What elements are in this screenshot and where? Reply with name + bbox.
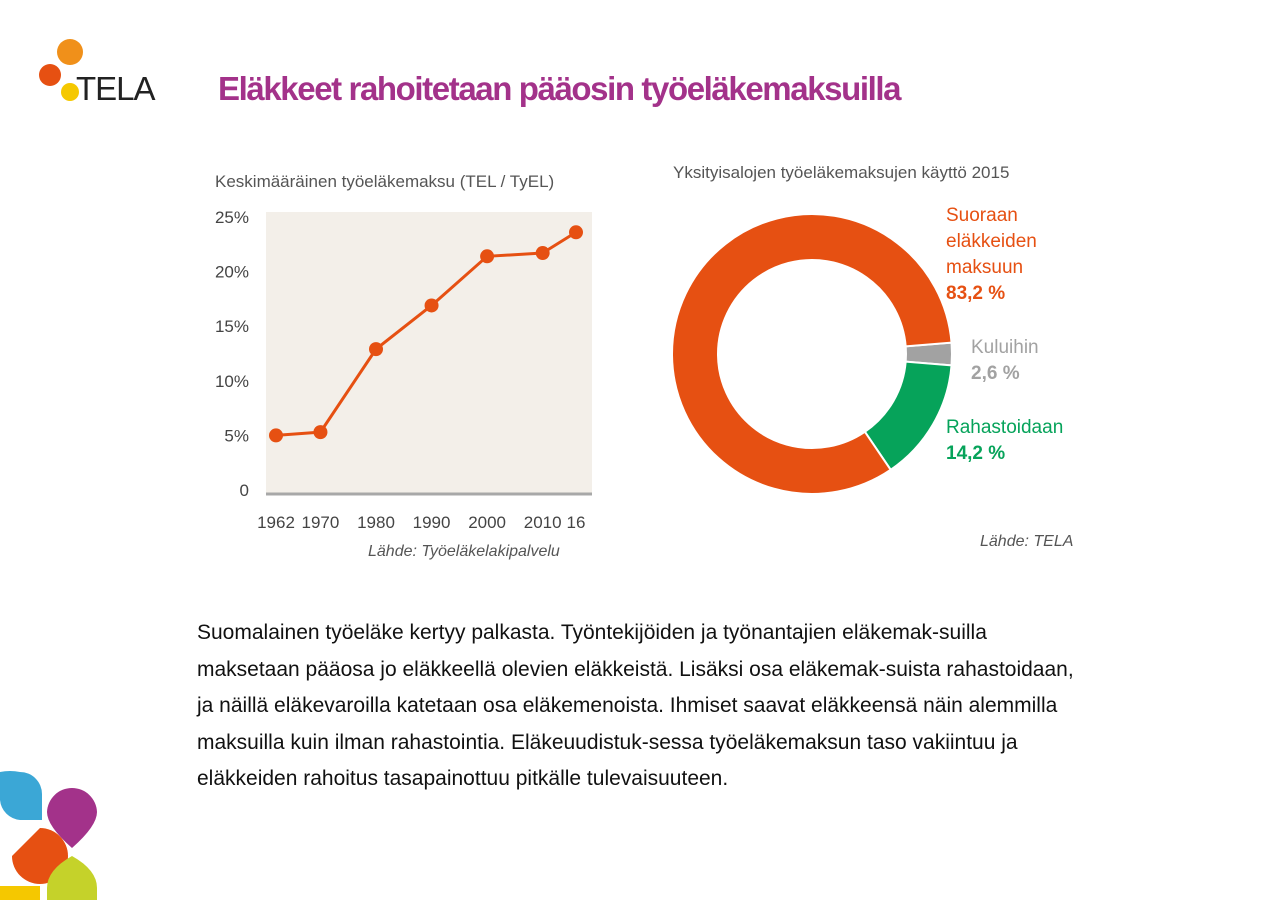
donut-label-value: 2,6 % <box>971 363 1020 384</box>
page-title: Eläkkeet rahoitetaan pääosin työeläkemaksuilla <box>218 70 901 107</box>
x-tick-label: 1980 <box>357 513 395 532</box>
donut-chart-source: Lähde: TELA <box>980 533 1074 550</box>
deco-yellow-petal <box>0 886 40 900</box>
donut-chart-title: Yksityisalojen työeläkemaksujen käyttö 2015 <box>673 163 1010 182</box>
donut-label-name: Kuluihin <box>971 337 1039 358</box>
donut-label-costs <box>971 335 1039 387</box>
y-tick-label: 25% <box>214 208 249 227</box>
donut-label-name: Rahastoidaan <box>946 417 1064 438</box>
y-tick-label: 15% <box>214 317 249 337</box>
x-tick-label: 2000 <box>468 513 507 532</box>
y-tick-label: 0 <box>239 481 249 500</box>
donut-label-value: 14,2 % <box>946 443 1006 464</box>
y-tick-label: 10% <box>214 371 249 391</box>
donut-label-direct-payments <box>946 203 1037 307</box>
deco-blue-petal <box>0 771 42 820</box>
body-paragraph: Suomalainen työeläke kertyy palkasta. Työntekijöiden ja työnantajien eläkemak-suilla maksetaan pääosa jo eläkkeellä olevien eläkkeistä. Lisäksi osa eläkemak-suista rahastoidaan, ja näillä eläkevaroilla katetaan osa eläkemenoista. Ihmiset saavat eläkkeensä näin alemmilla maksuilla kuin ilman rahastointia. Eläkeuudistuk-sessa työeläkemaksun taso vakiintuu ja eläkkeiden rahoitus tasapainottuu pitkälle tulevaisuuteen. <box>197 621 1074 790</box>
x-tick-label: 1990 <box>412 513 451 532</box>
x-tick-label: 1970 <box>301 513 340 532</box>
x-tick-label: 1962 <box>257 513 295 532</box>
y-tick-label: 20% <box>214 262 249 282</box>
line-chart-title: Keskimääräinen työeläkemaksu (TEL / TyEL) <box>215 172 555 191</box>
y-tick-label: 5% <box>224 426 249 446</box>
x-tick-label: 2010 <box>523 513 562 532</box>
x-tick-label: 16 <box>566 513 586 532</box>
logo-text: TELA <box>76 70 155 107</box>
donut-label-name: Suoraan eläkkeiden maksuun <box>946 205 1037 278</box>
line-chart-source: Lähde: Työeläkelakipalvelu <box>368 543 560 560</box>
donut-label-funded <box>946 415 1063 467</box>
donut-label-value: 83,2 % <box>946 283 1006 304</box>
decorative-petals <box>0 760 110 900</box>
